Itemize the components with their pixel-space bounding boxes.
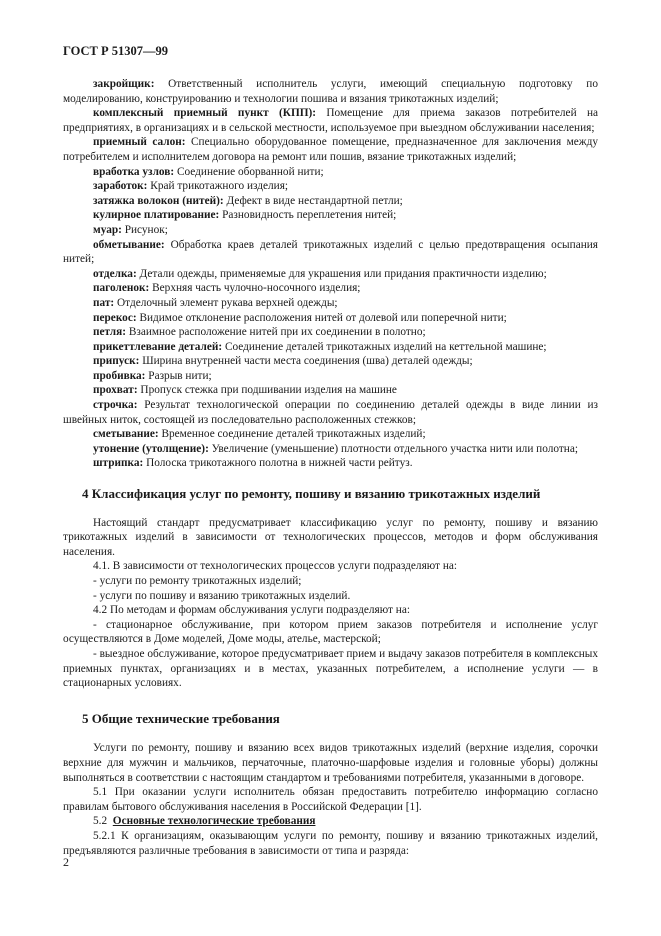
paragraph: - стационарное обслуживание, при котором прием заказов потребителя и исполнение услуг осуществляются в Доме моделей, Доме моды, ателье, мастерской; (63, 618, 598, 646)
definition-text: Ответственный исполнитель услуги, имеющий специальную подготовку по моделированию, конструированию и технологии пошива и вязания трикотажных изделий; (63, 78, 598, 105)
definition-term: сметывание: (93, 428, 159, 441)
definition-text: Полоска трикотажного полотна в нижней части рейтуз. (146, 457, 413, 470)
definition-item (63, 427, 598, 442)
definition-term: припуск: (93, 355, 140, 368)
paragraph: Настоящий стандарт предусматривает классификацию услуг по ремонту, пошиву и вязанию трикотажных изделий в зависимости от технологических процессов, методов и форм обслуживания населения. (63, 516, 598, 558)
definition-term: отделка: (93, 267, 137, 280)
definition-item (63, 165, 598, 180)
definition-term: пробивка: (93, 369, 146, 382)
definitions-list (63, 77, 598, 471)
definition-item (63, 325, 598, 340)
definition-item (63, 77, 598, 106)
paragraph: - услуги по ремонту трикотажных изделий; (93, 575, 302, 587)
definition-term: прохват: (93, 384, 138, 397)
section-4-title: 4 Классификация услуг по ремонту, пошиву и вязанию трикотажных изделий (82, 486, 541, 502)
definition-text: Дефект в виде нестандартной петли; (226, 194, 403, 207)
definition-item (63, 267, 598, 282)
definition-term: строчка: (93, 399, 138, 412)
definition-text: Детали одежды, применяемые для украшения или придания практичности изделию; (139, 267, 547, 280)
definition-text: Соединение оборванной нити; (176, 165, 324, 178)
definition-text: Разрыв нити; (148, 369, 212, 382)
definition-text: Край трикотажного изделия; (150, 180, 289, 193)
paragraph: - выездное обслуживание, которое предусматривает прием и выдачу заказов потребителя в комплексных приемных пунктах, организациях и в местах, указанных потребителем, а исполнение услуги — в стационарных условиях. (63, 647, 598, 690)
definition-text: Помещение для приема заказов потребителей на предприятиях, в организациях и в сельской местности, используемое при выездном обслуживании населения; (63, 107, 599, 134)
definition-item (63, 194, 598, 209)
definition-text: Верхняя часть чулочно-носочного изделия; (152, 282, 361, 295)
subsection-5-2-title (63, 814, 598, 829)
definition-term: кулирное платирование: (93, 209, 220, 222)
definition-term: петля: (93, 326, 127, 339)
definition-item (63, 354, 598, 369)
page-number: 2 (63, 855, 69, 869)
definition-text: Взаимное расположение нитей при их соединении в полотно; (128, 326, 426, 339)
definition-item (63, 311, 598, 326)
paragraph: 4.2 По методам и формам обслуживания услуги подразделяют на: (93, 604, 411, 617)
definition-item (63, 135, 598, 164)
definition-item (63, 369, 598, 384)
definition-text: Пропуск стежка при подшивании изделия на машине (140, 384, 397, 397)
definition-item (63, 238, 598, 267)
paragraph: 4.1. В зависимости от технологических процессов услуги подразделяют на: (93, 560, 458, 573)
definition-text: Результат технологической операции по соединению деталей одежды в виде линии из швейных ниток, состоящей из последовательно расположенных стежков; (63, 399, 598, 426)
definition-item (63, 208, 598, 223)
definition-term: перекос: (93, 311, 137, 324)
definition-item (63, 106, 598, 135)
subsection-number: 5.2 (93, 815, 108, 828)
definition-text: Рисунок; (124, 223, 168, 236)
definition-term: приемный салон: (93, 136, 186, 149)
definition-term: комплексный приемный пункт (КПП): (93, 107, 317, 120)
section-5-body (63, 741, 598, 814)
section-5-title: 5 Общие технические требования (82, 710, 280, 726)
definition-term: штрипка: (93, 457, 144, 470)
definition-text: Временное соединение деталей трикотажных изделий; (161, 428, 426, 441)
definition-term: закройщик: (93, 78, 155, 90)
definition-text: Увеличение (уменьшение) плотности отдельного участка нити или полотна; (211, 442, 579, 455)
definition-term: заработок: (93, 180, 148, 193)
section-4-body (63, 516, 598, 691)
definition-text: Отделочный элемент рукава верхней одежды; (117, 296, 338, 309)
definition-term: прикеттлевание деталей: (93, 340, 223, 353)
document-header: ГОСТ Р 51307—99 (63, 44, 169, 58)
definition-text: Обработка краев деталей трикотажных изделий с целью предотвращения осыпания нитей; (63, 238, 598, 266)
definition-term: затяжка волокон (нитей): (93, 194, 224, 207)
definition-item (63, 223, 598, 238)
definition-text: Видимое отклонение расположения нитей от долевой или поперечной нити; (139, 311, 507, 324)
definition-item (63, 398, 598, 427)
definition-text: Разновидность переплетения нитей; (222, 209, 397, 222)
definition-term: утонение (утолщение): (93, 442, 209, 455)
paragraph: - услуги по пошиву и вязанию трикотажных изделий. (93, 589, 351, 602)
definition-text: Специально оборудованное помещение, предназначенное для заключения между потребителем и исполнителем договора на ремонт или пошив, вязание трикотажных изделий; (63, 136, 598, 163)
definition-text: Соединение деталей трикотажных изделий на кеттельной машине; (224, 340, 547, 353)
definition-item (63, 296, 598, 311)
definition-term: вработка узлов: (93, 165, 175, 178)
definition-term: пат: (93, 296, 115, 309)
definition-item (63, 179, 598, 194)
definition-item (63, 340, 598, 355)
definition-term: паголенок: (93, 282, 150, 295)
paragraph: 5.1 При оказании услуги исполнитель обязан предоставить потребителю информацию согласно правилам бытового обслуживания населения в Российской Федерации [1]. (63, 786, 598, 813)
definition-term: муар: (93, 223, 122, 236)
paragraph-5-2-1: 5.2.1 К организациям, оказывающим услуги по ремонту, пошиву и вязанию трикотажных изделий, предъявляются различные требования в зависимости от типа и разряда: (63, 829, 598, 857)
definition-item (63, 281, 598, 296)
document-body (63, 77, 598, 858)
definition-text: Ширина внутренней части места соединения (шва) деталей одежды; (142, 355, 473, 368)
definition-item (63, 442, 598, 457)
definition-term: обметывание: (93, 238, 165, 251)
definition-item (63, 383, 598, 398)
subsection-heading: Основные технологические требования (112, 815, 316, 828)
paragraph: Услуги по ремонту, пошиву и вязанию всех видов трикотажных изделий (верхние изделия, сорочки верхние для мужчин и мальчиков, перчаточные, платочно-шарфовые изделия и головные уборы) должны выполняться в соответствии с настоящим стандартом и требованиями потребителя, указанными в договоре. (63, 742, 598, 784)
definition-item (63, 456, 598, 471)
